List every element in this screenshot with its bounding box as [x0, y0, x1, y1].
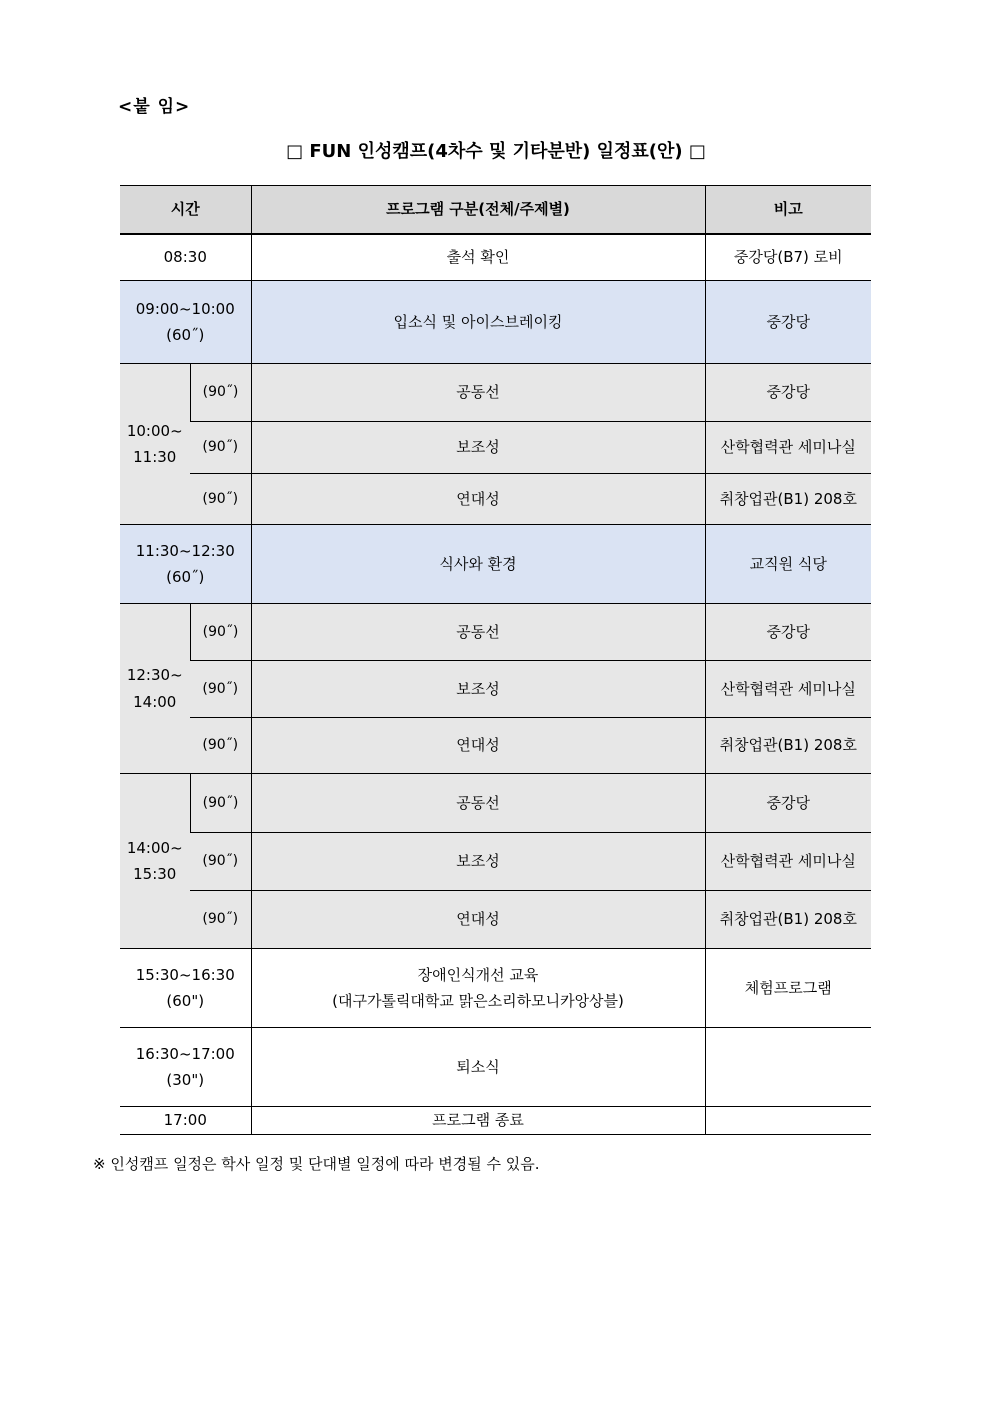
- program-cell: 연대성: [251, 718, 705, 774]
- program-cell: 보조성: [251, 661, 705, 718]
- table-row: [120, 891, 871, 949]
- time-duration: (30"): [166, 1071, 205, 1089]
- program-cell: 프로그램 종료: [251, 1107, 705, 1135]
- time-cell: [120, 1028, 251, 1107]
- program-cell: 퇴소식: [251, 1028, 705, 1107]
- time-duration: (60˝): [166, 326, 205, 344]
- table-row: [120, 281, 871, 364]
- note-cell: [705, 1028, 871, 1107]
- duration-cell: (90˝): [190, 422, 251, 474]
- program-cell: 공동선: [251, 604, 705, 661]
- time-cell: [120, 774, 190, 949]
- program-cell: [251, 949, 705, 1028]
- time-end: 14:00: [133, 692, 177, 711]
- program-cell: 입소식 및 아이스브레이킹: [251, 281, 705, 364]
- schedule-table: [120, 185, 871, 1135]
- time-start: 12:30~: [126, 666, 183, 685]
- note-cell: 산학협력관 세미나실: [705, 422, 871, 474]
- attachment-label: <붙 임>: [118, 97, 191, 117]
- time-range: 11:30~12:30: [135, 541, 235, 560]
- note-cell: 중강당: [705, 604, 871, 661]
- table-row: [120, 364, 871, 422]
- time-end: 15:30: [133, 865, 177, 883]
- note-cell: 취창업관(B1) 208호: [705, 474, 871, 525]
- note-cell: 중강당(B7) 로비: [705, 234, 871, 281]
- time-cell: [120, 364, 190, 525]
- time-duration: (60˝): [166, 568, 205, 586]
- note-cell: 교직원 식당: [705, 525, 871, 604]
- time-cell: [120, 949, 251, 1028]
- time-cell: 08:30: [120, 234, 251, 281]
- note-cell: [705, 1107, 871, 1135]
- header-program: 프로그램 구분(전체/주제별): [251, 186, 705, 234]
- time-cell: [120, 604, 190, 774]
- duration-cell: (90˝): [190, 718, 251, 774]
- table-row: [120, 949, 871, 1028]
- table-row: [120, 525, 871, 604]
- table-row: [120, 774, 871, 833]
- program-cell: 공동선: [251, 364, 705, 422]
- program-cell: 공동선: [251, 774, 705, 833]
- program-cell: 연대성: [251, 891, 705, 949]
- time-duration: (60"): [166, 992, 205, 1010]
- table-row: [120, 718, 871, 774]
- duration-cell: (90˝): [190, 364, 251, 422]
- time-cell: [120, 281, 251, 364]
- table-row: [120, 1107, 871, 1135]
- note-cell: 체험프로그램: [705, 949, 871, 1028]
- table-row: [120, 234, 871, 281]
- footnote: ※ 인성캠프 일정은 학사 일정 및 단대별 일정에 따라 변경될 수 있음.: [93, 1155, 540, 1173]
- duration-cell: (90˝): [190, 604, 251, 661]
- time-cell: [120, 525, 251, 604]
- program-cell: 연대성: [251, 474, 705, 525]
- note-cell: 산학협력관 세미나실: [705, 833, 871, 891]
- duration-cell: (90˝): [190, 891, 251, 949]
- table-row: [120, 422, 871, 474]
- header-time: 시간: [120, 186, 251, 234]
- table-row: [120, 661, 871, 718]
- time-range: 09:00~10:00: [135, 299, 235, 318]
- program-subtitle: (대구가톨릭대학교 맑은소리하모니카앙상블): [332, 992, 624, 1010]
- time-start: 14:00~: [126, 838, 183, 857]
- table-row: [120, 474, 871, 525]
- time-start: 10:00~: [126, 421, 183, 440]
- note-cell: 중강당: [705, 281, 871, 364]
- note-cell: 중강당: [705, 364, 871, 422]
- document-title: □ FUN 인성캠프(4차수 및 기타분반) 일정표(안) □: [286, 141, 706, 162]
- table-row: [120, 604, 871, 661]
- time-end: 11:30: [133, 448, 177, 466]
- note-cell: 산학협력관 세미나실: [705, 661, 871, 718]
- note-cell: 중강당: [705, 774, 871, 833]
- duration-cell: (90˝): [190, 833, 251, 891]
- program-cell: 보조성: [251, 833, 705, 891]
- duration-cell: (90˝): [190, 474, 251, 525]
- duration-cell: (90˝): [190, 661, 251, 718]
- program-cell: 보조성: [251, 422, 705, 474]
- duration-cell: (90˝): [190, 774, 251, 833]
- table-row: [120, 1028, 871, 1107]
- time-cell: 17:00: [120, 1107, 251, 1135]
- program-title: 장애인식개선 교육: [417, 965, 539, 984]
- header-note: 비고: [705, 186, 871, 234]
- note-cell: 취창업관(B1) 208호: [705, 718, 871, 774]
- note-cell: 취창업관(B1) 208호: [705, 891, 871, 949]
- program-cell: 출석 확인: [251, 234, 705, 281]
- program-cell: 식사와 환경: [251, 525, 705, 604]
- header-row: [120, 186, 871, 234]
- time-range: 15:30~16:30: [135, 965, 235, 984]
- time-range: 16:30~17:00: [135, 1044, 235, 1063]
- table-row: [120, 833, 871, 891]
